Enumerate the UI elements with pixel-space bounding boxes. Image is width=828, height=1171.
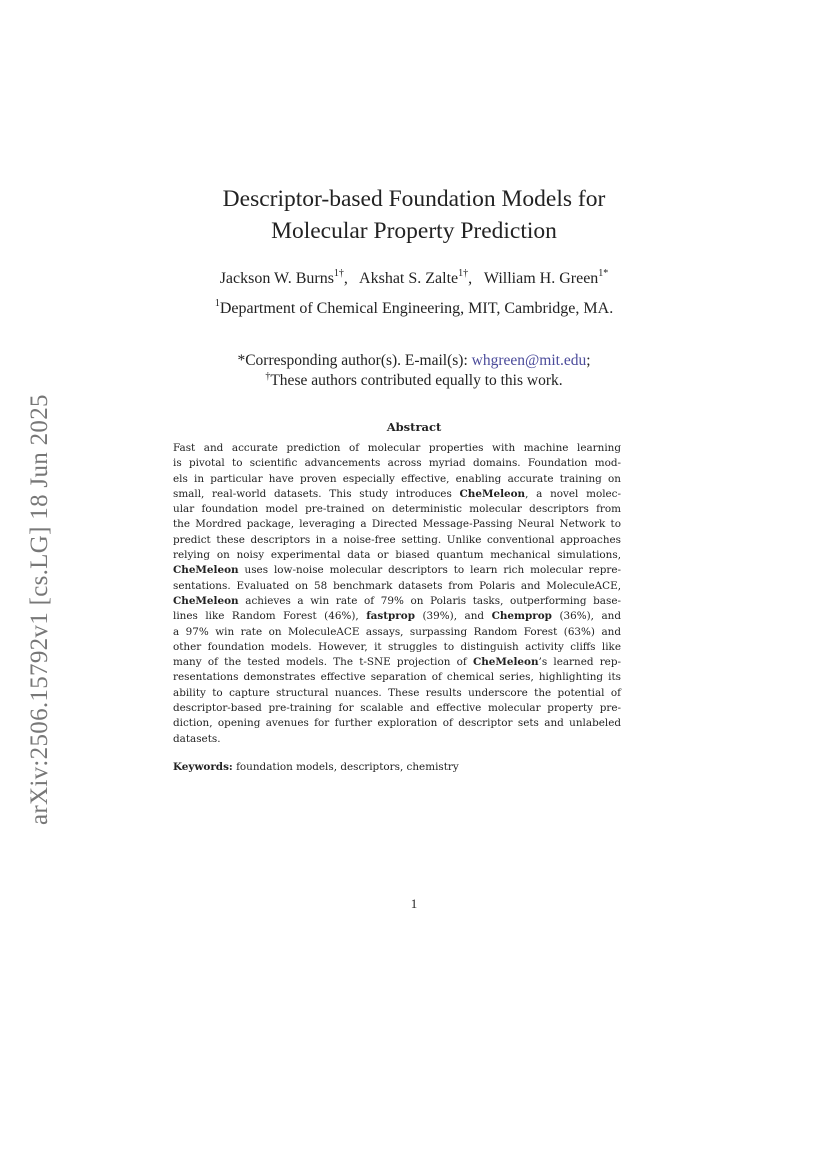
abstract-text: relying on noisy experimental data or biased quantum mechanical simulations, xyxy=(173,549,621,562)
abstract-text: , a novel molec- xyxy=(525,487,621,500)
abstract-line xyxy=(173,548,621,563)
abstract-text: ability to capture structural nuances. These results underscore the potential of xyxy=(173,686,621,699)
abstract-text: els in particular have proven especially effective, enabling accurate training on xyxy=(173,472,621,485)
arxiv-identifier-text: arXiv:2506.15792v1 [cs.LG] 18 Jun 2025 xyxy=(26,394,53,825)
abstract-text: datasets. xyxy=(173,732,221,745)
author-name: Jackson W. Burns xyxy=(219,270,334,287)
abstract-text: other foundation models. However, it struggles to distinguish activity cliffs like xyxy=(173,640,621,653)
corresponding-email-link[interactable]: whgreen@mit.edu xyxy=(471,352,587,369)
affiliation xyxy=(0,298,828,320)
abstract-line xyxy=(173,716,621,731)
equal-contribution-mark: † xyxy=(265,371,271,382)
affiliation-mark: 1 xyxy=(214,298,220,309)
abstract-text: the Mordred package, leveraging a Directed Message-Passing Neural Network to xyxy=(173,518,621,531)
abstract-line xyxy=(173,640,621,655)
abstract-emphasis: CheMeleon xyxy=(459,487,526,500)
abstract-text: (39%), and xyxy=(414,610,492,623)
author-marks: 1† xyxy=(333,268,344,279)
abstract-line xyxy=(173,472,621,487)
keywords-line xyxy=(173,761,459,773)
title-line-1: Descriptor-based Foundation Models for xyxy=(222,186,606,212)
abstract-text: small, real-world datasets. This study introduces xyxy=(173,487,460,500)
abstract-body xyxy=(173,441,621,747)
abstract-line xyxy=(173,517,621,532)
abstract-text: diction, opening avenues for further exploration of descriptor sets and unlabeled xyxy=(173,717,621,730)
abstract-line xyxy=(173,533,621,548)
page-number: 1 xyxy=(410,896,418,911)
abstract-line xyxy=(173,625,621,640)
author-name: Akshat S. Zalte xyxy=(359,270,459,287)
abstract-text: (36%), and xyxy=(551,610,621,623)
author-list: Jackson W. Burns$^{1\dagger}$, Akshat S. Zalte$^{1\dagger}$, William H. Green$^{1*}$ xyxy=(219,268,609,287)
abstract-text: uses low-noise molecular descriptors to learn rich molecular repre- xyxy=(238,564,621,577)
affiliation-text: Department of Chemical Engineering, MIT, Cambridge, MA. xyxy=(219,300,614,317)
abstract-line xyxy=(173,701,621,716)
abstract-text: many of the tested models. The t-SNE projection of xyxy=(173,656,473,669)
abstract-line xyxy=(173,655,621,670)
abstract-text: resentations demonstrates effective separation of chemical series, highlighting its xyxy=(173,671,621,684)
abstract-line xyxy=(173,441,621,456)
abstract-line xyxy=(173,487,621,502)
abstract-text: achieves a win rate of 79% on Polaris tasks, outperforming base- xyxy=(238,594,621,607)
correspondence-suffix: ; xyxy=(586,352,591,369)
abstract-text: ular foundation model pre-trained on deterministic molecular descriptors from xyxy=(173,503,621,516)
abstract-line xyxy=(173,456,621,471)
title-line-2: Molecular Property Prediction xyxy=(271,218,557,244)
abstract-line xyxy=(173,732,621,747)
abstract-text: a 97% win rate on MoleculeACE assays, surpassing Random Forest (63%) and xyxy=(173,625,621,638)
abstract-emphasis: Chemprop xyxy=(491,610,552,623)
abstract-text: predict these descriptors in a noise-free setting. Unlike conventional approaches xyxy=(173,533,621,546)
abstract-emphasis: CheMeleon xyxy=(173,594,239,607)
author-marks: 1* xyxy=(598,268,609,279)
author-name: William H. Green xyxy=(483,270,599,287)
abstract-text: Fast and accurate prediction of molecular properties with machine learning xyxy=(173,442,621,454)
paper-title xyxy=(0,183,828,247)
abstract-line xyxy=(173,502,621,517)
abstract-emphasis: CheMeleon xyxy=(173,564,239,577)
abstract-emphasis: fastprop xyxy=(366,610,415,623)
keywords-label: Keywords: xyxy=(173,761,233,773)
corresponding-author-label: *Corresponding author(s). E-mail(s): xyxy=(237,352,472,369)
abstract-text: sentations. Evaluated on 58 benchmark datasets from Polaris and MoleculeACE, xyxy=(173,579,621,592)
abstract-line xyxy=(173,670,621,685)
abstract-text: lines like Random Forest (46%), xyxy=(173,610,367,623)
abstract-heading: Abstract xyxy=(386,420,442,434)
author-marks: 1† xyxy=(458,268,469,279)
correspondence-block xyxy=(0,351,828,391)
abstract-emphasis: CheMeleon xyxy=(472,656,539,669)
abstract-line xyxy=(173,686,621,701)
abstract-line xyxy=(173,563,621,578)
abstract-line xyxy=(173,609,621,624)
abstract-line xyxy=(173,579,621,594)
keywords-text: foundation models, descriptors, chemistry xyxy=(232,761,459,773)
equal-contribution-note: These authors contributed equally to this work. xyxy=(270,372,563,389)
abstract-text: is pivotal to scientific advancements across myriad domains. Foundation mod- xyxy=(173,457,621,470)
abstract-text: descriptor-based pre-training for scalable and effective molecular property pre- xyxy=(173,702,621,715)
abstract-text: ’s learned rep- xyxy=(538,656,621,669)
abstract-line xyxy=(173,594,621,609)
